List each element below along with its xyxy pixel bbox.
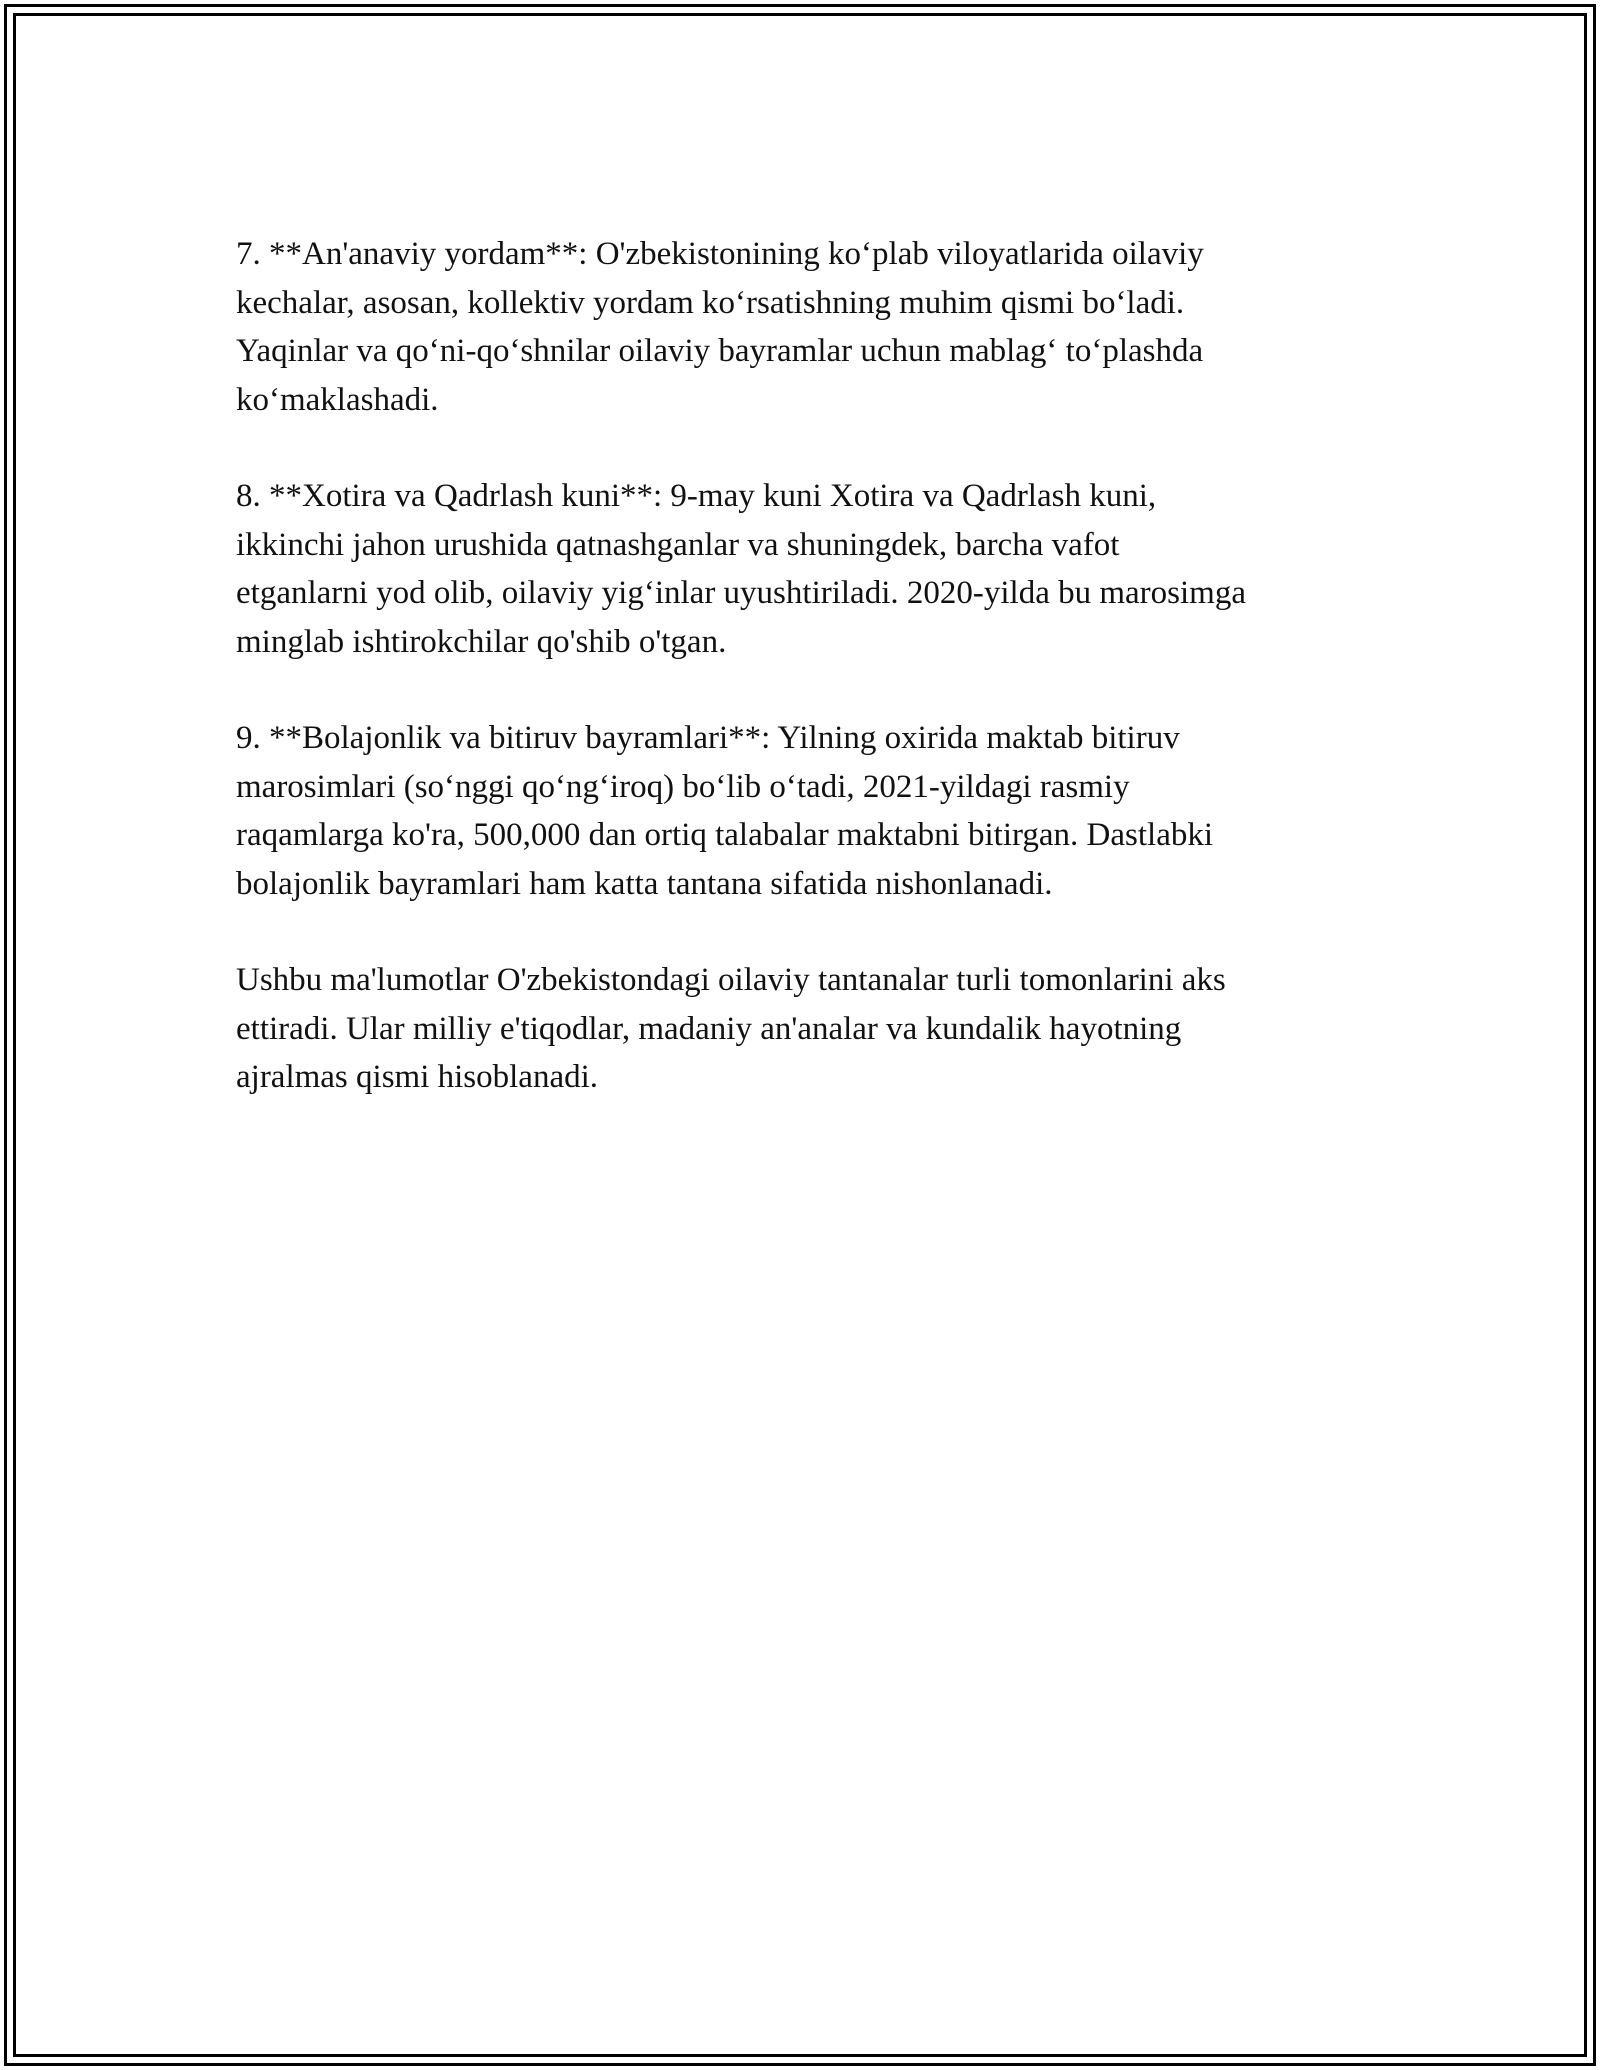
paragraph-item-9: 9. **Bolajonlik va bitiruv bayramlari**: Yilning oxirida maktab bitiruv marosimlari (so‘nggi qo‘ng‘iroq) bo‘lib o‘tadi, 2021-yildagi rasmiy raqamlarga ko'ra, 500,000 dan ortiq talabalar maktabni bitirgan. Dastlabki bolajonlik bayramlari ham katta tantana sifatida nishonlanadi.	[236, 720, 1214, 902]
document-body	[236, 230, 1366, 1150]
paragraph-conclusion: Ushbu ma'lumotlar O'zbekistondagi oilaviy tantanalar turli tomonlarini aks ettiradi. Ular milliy e'tiqodlar, madaniy an'analar va kundalik hayotning ajralmas qismi hisoblanadi.	[236, 962, 1226, 1095]
paragraph-item-8: 8. **Xotira va Qadrlash kuni**: 9-may kuni Xotira va Qadrlash kuni, ikkinchi jahon urushida qatnashganlar va shuningdek, barcha vafot etganlarni yod olib, oilaviy yig‘inlar uyushtiriladi. 2020-yilda bu marosimga minglab ishtirokchilar qo'shib o'tgan.	[236, 478, 1246, 660]
paragraph-item-7: 7. **An'anaviy yordam**: O'zbekistonining ko‘plab viloyatlarida oilaviy kechalar, asosan, kollektiv yordam ko‘rsatishning muhim qismi bo‘ladi. Yaqinlar va qo‘ni-qo‘shnilar oilaviy bayramlar uchun mablag‘ to‘plashda ko‘maklashadi.	[236, 236, 1204, 418]
